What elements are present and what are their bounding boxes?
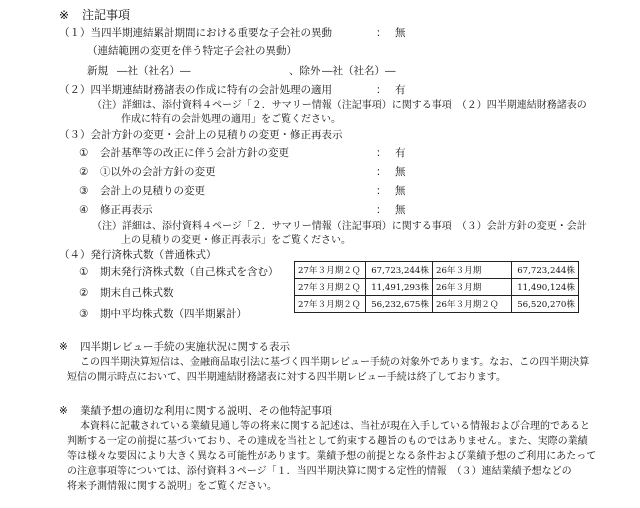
table-row (295, 279, 579, 296)
item3-2-num: ② (79, 166, 89, 178)
period-cell: 26年３月期２Ｑ (433, 296, 512, 313)
value-cell: 56,232,675株 (366, 296, 433, 313)
item3-4-value: 無 (395, 204, 406, 216)
item3-1-colon: ： (376, 147, 387, 159)
item4-3-text: 期中平均株式数（四半期累計） (100, 308, 247, 320)
item3-1-text: 会計基準等の改正に伴う会計方針の変更 (100, 147, 289, 159)
item4-2-num: ② (79, 287, 89, 299)
item3-2-colon: ： (376, 166, 387, 178)
item3-3-colon: ： (376, 185, 387, 197)
value-cell: 11,490,124株 (512, 279, 579, 296)
period-cell: 27年３月期２Ｑ (295, 296, 366, 313)
period-cell: 26年３月期 (433, 262, 512, 279)
forecast-line4: の注意事項等については、添付資料３ページ「１．当四半期決算に関する定性的情報 （３）連結業績予想などの (67, 466, 572, 477)
shares-table (294, 261, 579, 313)
value-cell: 67,723,244株 (366, 262, 433, 279)
item1-new-label: 新規 (87, 65, 108, 77)
period-cell: 27年３月期２Ｑ (295, 279, 366, 296)
item1-colon: ： (376, 27, 387, 39)
item3-4-colon: ： (376, 204, 387, 216)
item3-note-line2: 上の見積りの変更・修正再表示」をご覧ください。 (121, 235, 351, 246)
item1-label: （１）当四半期連結累計期間における重要な子会社の異動 (59, 27, 332, 39)
item3-2-text: ①以外の会計方針の変更 (100, 166, 216, 178)
review-line2: 短信の開示時点において、四半期連結財務諸表に対する四半期レビュー手続は終了しております。 (67, 372, 506, 383)
item4-3-num: ③ (79, 308, 89, 320)
note-mark: ※ (59, 8, 70, 22)
forecast-line3: 等は様々な要因により大きく異なる可能性があります。業績予想の前提となる条件および業績予想のご利用にあたって (67, 451, 597, 462)
item4-label: （４）発行済株式数（普通株式） (59, 249, 217, 261)
period-cell: 26年３月期 (433, 279, 512, 296)
section-title: 注記事項 (82, 8, 131, 22)
review-mark: ※ (59, 341, 68, 353)
item4-2-text: 期末自己株式数 (100, 287, 174, 299)
table-row (295, 296, 579, 313)
item3-1-num: ① (79, 147, 89, 159)
item2-note-line1: （注）詳細は、添付資料４ページ「２．サマリー情報（注記事項）に関する事項 （２）四半期連結財務諸表の (92, 100, 587, 111)
item1-new-value: ―社（社名）― (117, 65, 191, 77)
review-title: 四半期レビュー手続の実施状況に関する表示 (80, 341, 290, 353)
item4-1-num: ① (79, 266, 89, 278)
item4-1-text: 期末発行済株式数（自己株式を含む） (100, 266, 279, 278)
forecast-line2: 判断する一定の前提に基づいており、その達成を当社として約束する趣旨のものではありません。また、実際の業績 (67, 436, 588, 447)
item2-colon: ： (376, 84, 387, 96)
review-line1: この四半期決算短信は、金融商品取引法に基づく四半期レビュー手続の対象外であります。なお、この四半期決算 (80, 357, 590, 368)
value-cell: 67,723,244株 (512, 262, 579, 279)
item1-excl-value: ―社（社名）― (322, 65, 396, 77)
value-cell: 11,491,293株 (366, 279, 433, 296)
item3-3-value: 無 (395, 185, 406, 197)
item3-label: （３）会計方針の変更・会計上の見積りの変更・修正再表示 (59, 129, 343, 141)
item3-4-num: ④ (79, 204, 89, 216)
item1-excl-label: 、除外 (289, 65, 321, 77)
item2-note-line2: 作成に特有の会計処理の適用」をご覧ください。 (121, 114, 341, 125)
forecast-line5: 将来予測情報に関する説明」をご覧ください。 (67, 481, 277, 492)
forecast-mark: ※ (59, 405, 68, 417)
period-cell: 27年３月期２Ｑ (295, 262, 366, 279)
item3-3-text: 会計上の見積りの変更 (100, 185, 205, 197)
item3-4-text: 修正再表示 (100, 204, 153, 216)
item3-note-line1: （注）詳細は、添付資料４ページ「２．サマリー情報（注記事項）に関する事項 （３）会計方針の変更・会計 (92, 221, 587, 232)
item2-label: （２）四半期連結財務諸表の作成に特有の会計処理の適用 (59, 84, 332, 96)
item2-value: 有 (395, 84, 406, 96)
item3-1-value: 有 (395, 147, 406, 159)
value-cell: 56,520,270株 (512, 296, 579, 313)
item1-value: 無 (395, 27, 406, 39)
item1-sub: （連結範囲の変更を伴う特定子会社の異動） (87, 45, 297, 57)
table-row (295, 262, 579, 279)
item3-2-value: 無 (395, 166, 406, 178)
forecast-line1: 本資料に記載されている業績見通し等の将来に関する記述は、当社が現在入手している情報および合理的であると (80, 421, 590, 432)
forecast-title: 業績予想の適切な利用に関する説明、その他特記事項 (80, 405, 332, 417)
item3-3-num: ③ (79, 185, 89, 197)
